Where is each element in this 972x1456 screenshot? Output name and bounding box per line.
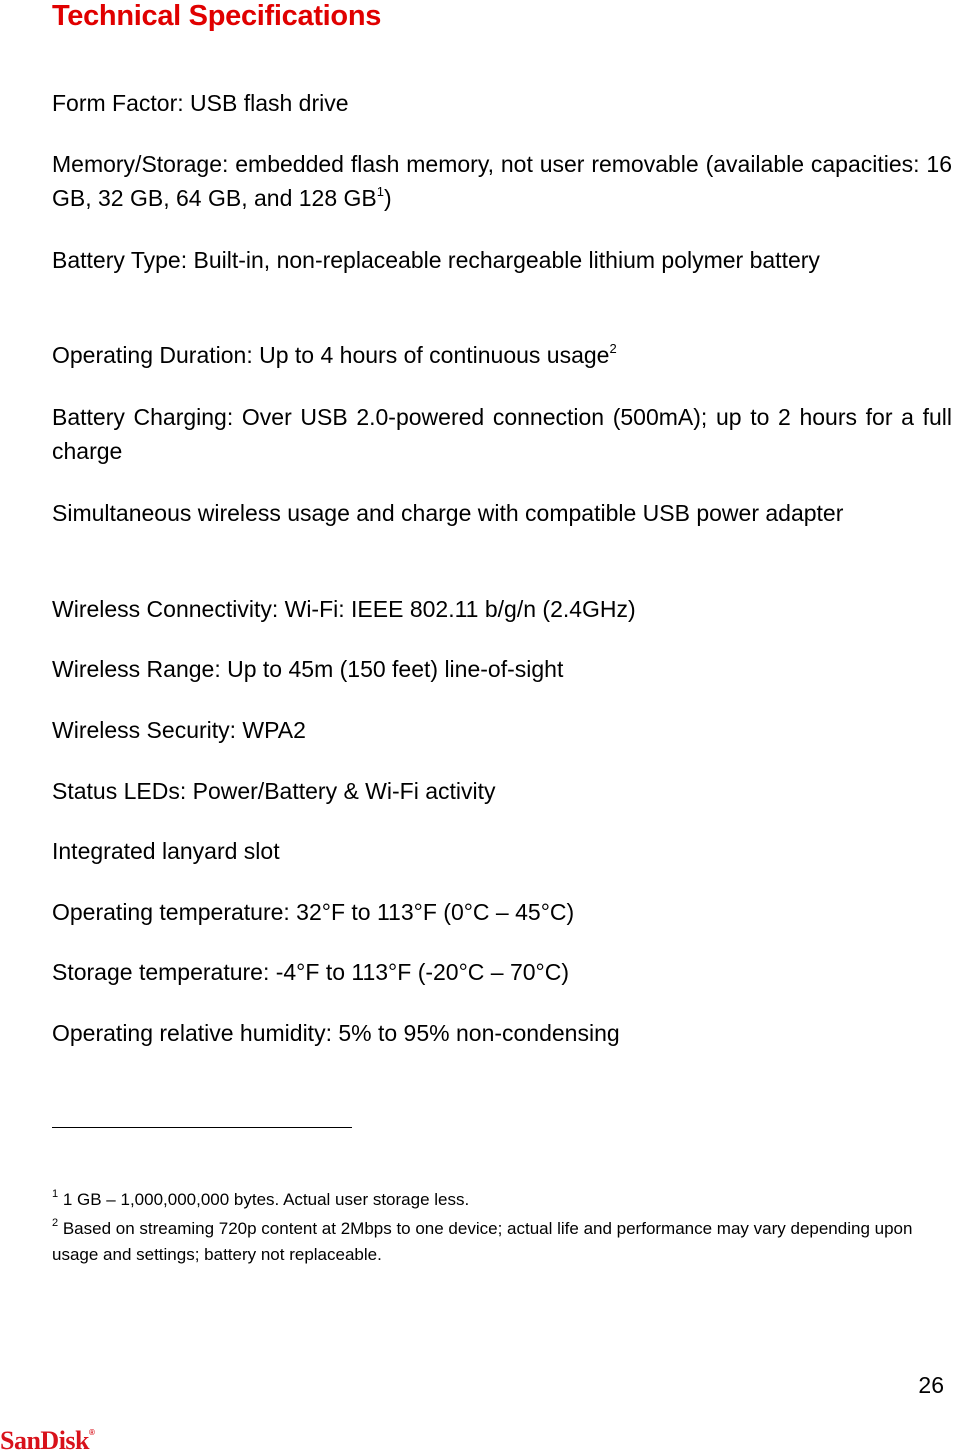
spec-simultaneous-usage: Simultaneous wireless usage and charge with compatible USB power adapter — [52, 500, 844, 526]
spec-operating-temperature: Operating temperature: 32°F to 113°F (0°C – 45°C) — [52, 899, 575, 925]
footnote-1 — [52, 1187, 952, 1213]
footnote-1-mark: 1 — [52, 1188, 59, 1200]
spec-memory-text: Memory/Storage: embedded flash memory, not user removable (available capacities: 16 GB, 32 GB, 64 GB, and 128 GB — [52, 151, 952, 211]
spec-relative-humidity: Operating relative humidity: 5% to 95% non-condensing — [52, 1020, 620, 1046]
logo-text: SanDisk — [0, 1426, 89, 1455]
spec-status-leds: Status LEDs: Power/Battery & Wi-Fi activity — [52, 778, 496, 804]
spec-wireless-security: Wireless Security: WPA2 — [52, 717, 306, 743]
spec-memory-close: ) — [383, 185, 392, 211]
sandisk-logo — [0, 1426, 94, 1456]
page-number: 26 — [918, 1372, 944, 1398]
footnote-2-mark: 2 — [52, 1217, 59, 1229]
footnote-2 — [52, 1216, 952, 1268]
page-title: Technical Specifications — [52, 0, 382, 32]
spec-wireless-connectivity: Wireless Connectivity: Wi-Fi: IEEE 802.11 b/g/n (2.4GHz) — [52, 596, 636, 622]
footnote-ref-2: 2 — [609, 341, 617, 356]
spec-wireless-range: Wireless Range: Up to 45m (150 feet) line-of-sight — [52, 656, 564, 682]
spec-battery-charging: Battery Charging: Over USB 2.0-powered connection (500mA); up to 2 hours for a full charge — [52, 404, 952, 464]
spec-operating-duration-text: Operating Duration: Up to 4 hours of continuous usage — [52, 342, 610, 368]
footnote-divider — [52, 1127, 352, 1128]
trademark-icon: ® — [89, 1428, 95, 1437]
spec-storage-temperature: Storage temperature: -4°F to 113°F (-20°C – 70°C) — [52, 959, 570, 985]
spec-memory-storage — [52, 147, 952, 215]
spec-operating-duration — [52, 338, 952, 372]
spec-battery-type: Battery Type: Built-in, non-replaceable rechargeable lithium polymer battery — [52, 247, 820, 273]
footnote-1-text: 1 GB – 1,000,000,000 bytes. Actual user storage less. — [58, 1190, 470, 1209]
spec-lanyard-slot: Integrated lanyard slot — [52, 838, 280, 864]
footnote-2-text: Based on streaming 720p content at 2Mbps to one device; actual life and performance may vary depending upon usage and settings; battery not replaceable. — [52, 1219, 913, 1264]
footnote-ref-1: 1 — [376, 184, 384, 199]
spec-form-factor: Form Factor: USB flash drive — [52, 90, 349, 116]
